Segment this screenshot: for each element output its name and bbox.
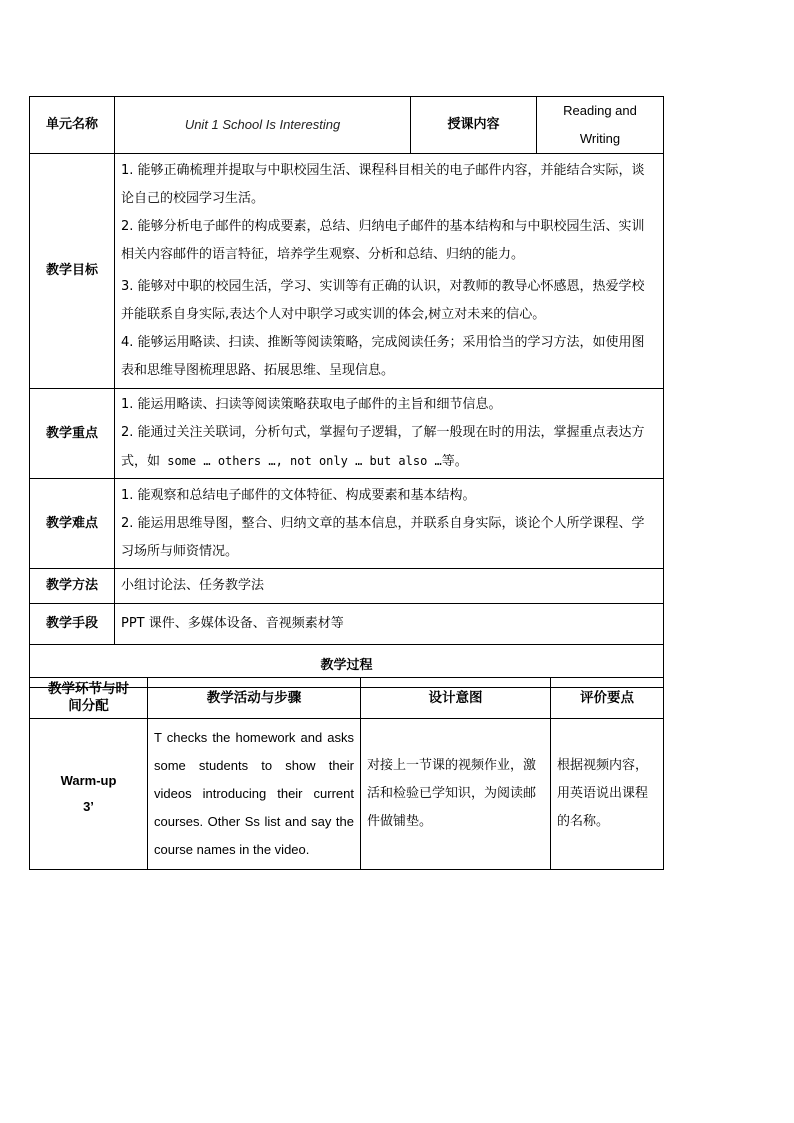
stage-cell — [30, 719, 148, 870]
objectives-row — [30, 154, 664, 389]
difficulty-item: 1. 能观察和总结电子邮件的文体特征、构成要素和基本结构。 — [121, 487, 476, 503]
process-row — [30, 719, 664, 870]
objectives-label: 教学目标 — [30, 154, 115, 389]
unit-label: 单元名称 — [30, 97, 115, 154]
means-label: 教学手段 — [30, 604, 115, 645]
key-point-text: 2. 能通过关注关联词，分析句式，掌握句子逻辑，了解一般现在时的用法，掌握重点表达方式，如 — [121, 425, 645, 469]
key-points-label: 教学重点 — [30, 389, 115, 479]
key-points-row — [30, 389, 664, 479]
objective-item: 3. 能够对中职的校园生活，学习、实训等有正确的认识，对教师的教导心怀感恩，热爱学校并能联系自身实际,表达个人对中职学习或实训的体会,树立对未来的信心。 — [121, 279, 645, 322]
key-point-item — [121, 419, 657, 476]
means-value: PPT 课件、多媒体设备、音视频素材等 — [115, 604, 664, 645]
difficulties-content — [115, 479, 664, 569]
activity-cell: T checks the homework and asks some students to show their videos introducing their current courses. Other Ss list and say the course names in the video. — [148, 719, 361, 870]
difficulties-row — [30, 479, 664, 569]
column-header-stage: 教学环节与时间分配 — [30, 678, 148, 719]
column-header-activity: 教学活动与步骤 — [148, 678, 361, 719]
content-value: Reading and Writing — [537, 97, 664, 154]
lesson-info-table — [29, 96, 664, 688]
objective-item: 4. 能够运用略读、扫读、推断等阅读策略，完成阅读任务；采用恰当的学习方法，如使用图表和思维导图梳理思路、拓展思维、呈现信息。 — [121, 335, 645, 378]
content-label: 授课内容 — [411, 97, 537, 154]
evaluation-cell: 根据视频内容，用英语说出课程的名称。 — [551, 719, 664, 870]
column-header-evaluation: 评价要点 — [551, 678, 664, 719]
process-title: 教学过程 — [30, 645, 664, 688]
methods-row — [30, 569, 664, 604]
unit-row — [30, 97, 664, 154]
objectives-content — [115, 154, 664, 389]
key-point-expressions: some … others …, not only … but also … — [160, 454, 442, 468]
intent-cell: 对接上一节课的视频作业，激活和检验已学知识，为阅读邮件做铺垫。 — [361, 719, 551, 870]
methods-label: 教学方法 — [30, 569, 115, 604]
objective-item: 2. 能够分析电子邮件的构成要素，总结、归纳电子邮件的基本结构和与中职校园生活、实训相关内容邮件的语言特征，培养学生观察、分析和总结、归纳的能力。 — [121, 219, 645, 262]
stage-name: Warm-up — [60, 773, 117, 788]
key-point-suffix: 等。 — [441, 454, 468, 469]
objective-item: 1. 能够正确梳理并提取与中职校园生活、课程科目相关的电子邮件内容，并能结合实际，谈论自己的校园学习生活。 — [121, 163, 645, 206]
process-table — [29, 677, 664, 870]
column-header-intent: 设计意图 — [361, 678, 551, 719]
methods-value: 小组讨论法、任务教学法 — [115, 569, 664, 604]
process-header-row — [30, 678, 664, 719]
unit-name: Unit 1 School Is Interesting — [115, 97, 411, 154]
means-row — [30, 604, 664, 645]
key-point-item: 1. 能运用略读、扫读等阅读策略获取电子邮件的主旨和细节信息。 — [121, 397, 502, 412]
difficulties-label: 教学难点 — [30, 479, 115, 569]
stage-time: 3’ — [83, 799, 94, 814]
key-points-content — [115, 389, 664, 479]
difficulty-item: 2. 能运用思维导图，整合、归纳文章的基本信息，并联系自身实际，谈论个人所学课程、学习场所与师资情况。 — [121, 515, 645, 559]
